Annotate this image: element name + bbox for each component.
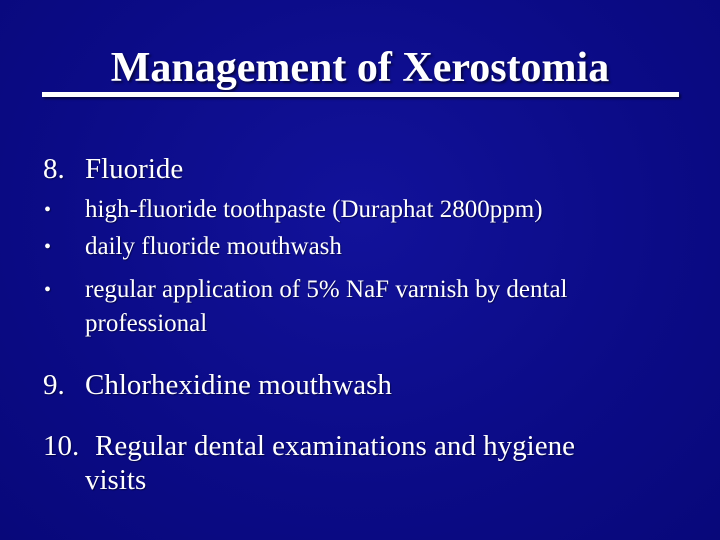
bullet-text: daily fluoride mouthwash [85, 233, 342, 260]
item-text-continued: visits [85, 464, 147, 496]
bullet-text: high-fluoride toothpaste (Duraphat 2800ppm) [85, 196, 543, 223]
title-underline [42, 92, 679, 97]
item-text: Regular dental examinations and hygiene [95, 430, 575, 462]
slide-title: Management of Xerostomia [110, 45, 610, 91]
item-number: 9. [43, 369, 65, 401]
bullet-marker: • [44, 279, 52, 301]
item-number: 10. [43, 430, 80, 462]
item-text: Fluoride [85, 153, 184, 185]
bullet-text-continued: professional [85, 310, 208, 337]
item-number: 8. [43, 153, 65, 185]
item-text: Chlorhexidine mouthwash [85, 369, 392, 401]
bullet-text: regular application of 5% NaF varnish by dental [85, 276, 568, 303]
bullet-marker: • [44, 199, 52, 221]
bullet-marker: • [44, 236, 52, 258]
